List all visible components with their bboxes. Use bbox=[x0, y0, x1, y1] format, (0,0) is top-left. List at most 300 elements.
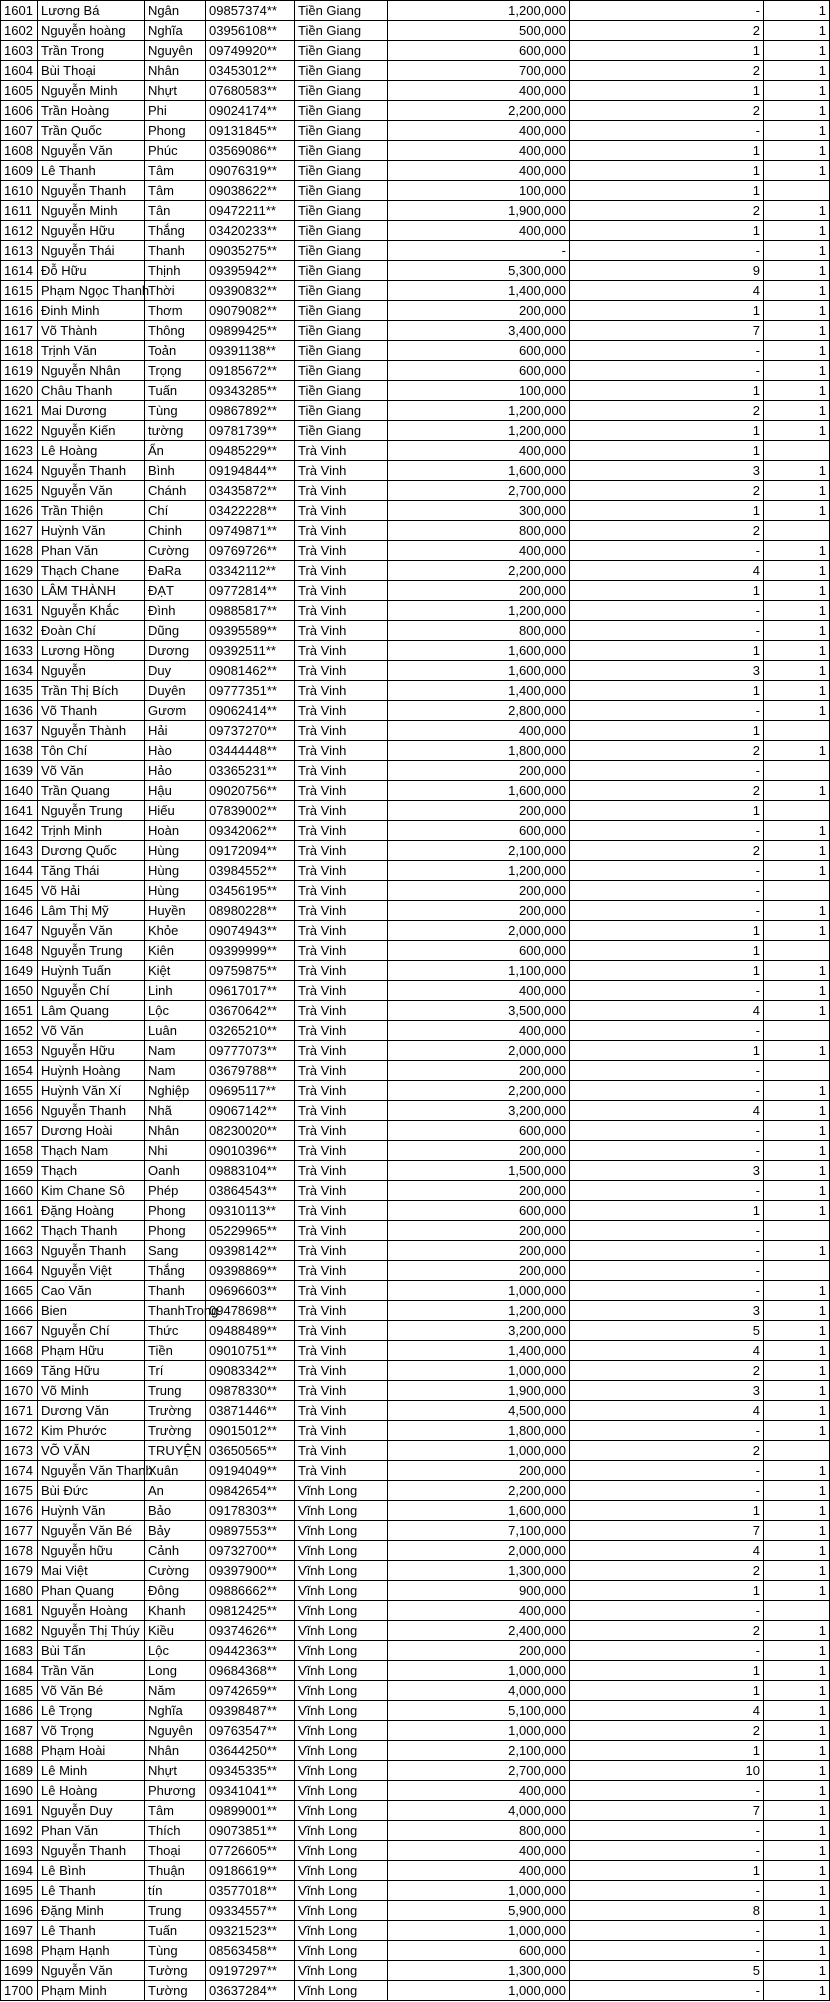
cell-first-name[interactable]: Nhựt bbox=[145, 81, 206, 101]
cell-flag[interactable] bbox=[764, 761, 830, 781]
cell-phone[interactable]: 09398869** bbox=[206, 1261, 295, 1281]
cell-row-number[interactable]: 1654 bbox=[1, 1061, 38, 1081]
cell-province[interactable]: Tiền Giang bbox=[295, 261, 388, 281]
cell-phone[interactable]: 08563458** bbox=[206, 1941, 295, 1961]
cell-amount[interactable]: 400,000 bbox=[388, 161, 570, 181]
cell-quantity[interactable]: - bbox=[570, 1781, 764, 1801]
cell-row-number[interactable]: 1685 bbox=[1, 1681, 38, 1701]
cell-row-number[interactable]: 1700 bbox=[1, 1981, 38, 2001]
cell-quantity[interactable]: - bbox=[570, 861, 764, 881]
cell-amount[interactable]: 900,000 bbox=[388, 1581, 570, 1601]
cell-quantity[interactable]: - bbox=[570, 1881, 764, 1901]
cell-province[interactable]: Vĩnh Long bbox=[295, 1501, 388, 1521]
cell-last-middle-name[interactable]: Nguyễn bbox=[38, 661, 145, 681]
cell-first-name[interactable]: Nghĩa bbox=[145, 21, 206, 41]
cell-quantity[interactable]: - bbox=[570, 1641, 764, 1661]
cell-phone[interactable]: 09010751** bbox=[206, 1341, 295, 1361]
cell-phone[interactable]: 09178303** bbox=[206, 1501, 295, 1521]
cell-row-number[interactable]: 1634 bbox=[1, 661, 38, 681]
cell-quantity[interactable]: - bbox=[570, 1261, 764, 1281]
cell-first-name[interactable]: Nhã bbox=[145, 1101, 206, 1121]
cell-flag[interactable]: 1 bbox=[764, 1741, 830, 1761]
cell-flag[interactable]: 1 bbox=[764, 241, 830, 261]
cell-flag[interactable]: 1 bbox=[764, 1201, 830, 1221]
cell-row-number[interactable]: 1664 bbox=[1, 1261, 38, 1281]
cell-row-number[interactable]: 1626 bbox=[1, 501, 38, 521]
cell-quantity[interactable]: 3 bbox=[570, 1301, 764, 1321]
cell-phone[interactable]: 09695117** bbox=[206, 1081, 295, 1101]
cell-flag[interactable]: 1 bbox=[764, 1721, 830, 1741]
cell-phone[interactable]: 09079082** bbox=[206, 301, 295, 321]
cell-flag[interactable]: 1 bbox=[764, 321, 830, 341]
cell-province[interactable]: Trà Vinh bbox=[295, 601, 388, 621]
cell-phone[interactable]: 03637284** bbox=[206, 1981, 295, 2001]
cell-last-middle-name[interactable]: Lê Minh bbox=[38, 1761, 145, 1781]
cell-province[interactable]: Tiền Giang bbox=[295, 141, 388, 161]
cell-quantity[interactable]: - bbox=[570, 1081, 764, 1101]
cell-first-name[interactable]: Ngân bbox=[145, 1, 206, 21]
cell-first-name[interactable]: An bbox=[145, 1481, 206, 1501]
cell-flag[interactable]: 1 bbox=[764, 1821, 830, 1841]
cell-amount[interactable]: 400,000 bbox=[388, 441, 570, 461]
cell-province[interactable]: Trà Vinh bbox=[295, 561, 388, 581]
cell-province[interactable]: Trà Vinh bbox=[295, 1041, 388, 1061]
cell-amount[interactable]: 200,000 bbox=[388, 581, 570, 601]
cell-amount[interactable]: 700,000 bbox=[388, 61, 570, 81]
cell-flag[interactable]: 1 bbox=[764, 601, 830, 621]
cell-last-middle-name[interactable]: Thạch bbox=[38, 1161, 145, 1181]
cell-province[interactable]: Vĩnh Long bbox=[295, 1761, 388, 1781]
cell-province[interactable]: Trà Vinh bbox=[295, 741, 388, 761]
cell-amount[interactable]: 2,700,000 bbox=[388, 1761, 570, 1781]
cell-amount[interactable]: 200,000 bbox=[388, 901, 570, 921]
cell-flag[interactable] bbox=[764, 1061, 830, 1081]
cell-quantity[interactable]: - bbox=[570, 601, 764, 621]
cell-row-number[interactable]: 1655 bbox=[1, 1081, 38, 1101]
cell-amount[interactable]: 600,000 bbox=[388, 341, 570, 361]
cell-amount[interactable]: 1,600,000 bbox=[388, 461, 570, 481]
cell-last-middle-name[interactable]: Huỳnh Văn bbox=[38, 1501, 145, 1521]
cell-province[interactable]: Trà Vinh bbox=[295, 781, 388, 801]
cell-quantity[interactable]: 1 bbox=[570, 921, 764, 941]
cell-province[interactable]: Vĩnh Long bbox=[295, 1861, 388, 1881]
cell-first-name[interactable]: Nguyên bbox=[145, 1721, 206, 1741]
cell-province[interactable]: Trà Vinh bbox=[295, 801, 388, 821]
cell-flag[interactable]: 1 bbox=[764, 1341, 830, 1361]
cell-quantity[interactable]: 2 bbox=[570, 1621, 764, 1641]
cell-phone[interactable]: 09395942** bbox=[206, 261, 295, 281]
cell-last-middle-name[interactable]: Tăng Hữu bbox=[38, 1361, 145, 1381]
cell-flag[interactable]: 1 bbox=[764, 481, 830, 501]
cell-row-number[interactable]: 1615 bbox=[1, 281, 38, 301]
cell-province[interactable]: Tiền Giang bbox=[295, 241, 388, 261]
cell-quantity[interactable]: - bbox=[570, 1941, 764, 1961]
cell-first-name[interactable]: Oanh bbox=[145, 1161, 206, 1181]
cell-quantity[interactable]: - bbox=[570, 1121, 764, 1141]
cell-last-middle-name[interactable]: Lê Thanh bbox=[38, 161, 145, 181]
cell-province[interactable]: Trà Vinh bbox=[295, 701, 388, 721]
cell-first-name[interactable]: Nguyên bbox=[145, 41, 206, 61]
cell-last-middle-name[interactable]: Nguyễn Văn Bé bbox=[38, 1521, 145, 1541]
cell-province[interactable]: Tiền Giang bbox=[295, 81, 388, 101]
cell-last-middle-name[interactable]: Trịnh Minh bbox=[38, 821, 145, 841]
cell-amount[interactable]: 5,900,000 bbox=[388, 1901, 570, 1921]
cell-flag[interactable]: 1 bbox=[764, 401, 830, 421]
cell-quantity[interactable]: 3 bbox=[570, 661, 764, 681]
cell-first-name[interactable]: Hoàn bbox=[145, 821, 206, 841]
cell-phone[interactable]: 09878330** bbox=[206, 1381, 295, 1401]
cell-first-name[interactable]: Kiên bbox=[145, 941, 206, 961]
cell-amount[interactable]: 1,000,000 bbox=[388, 1921, 570, 1941]
cell-first-name[interactable]: Hào bbox=[145, 741, 206, 761]
cell-province[interactable]: Tiền Giang bbox=[295, 321, 388, 341]
cell-last-middle-name[interactable]: Nguyễn Thanh bbox=[38, 181, 145, 201]
cell-flag[interactable]: 1 bbox=[764, 921, 830, 941]
cell-province[interactable]: Trà Vinh bbox=[295, 1261, 388, 1281]
cell-first-name[interactable]: Nhựt bbox=[145, 1761, 206, 1781]
cell-province[interactable]: Trà Vinh bbox=[295, 581, 388, 601]
cell-phone[interactable]: 03984552** bbox=[206, 861, 295, 881]
cell-flag[interactable]: 1 bbox=[764, 1921, 830, 1941]
cell-last-middle-name[interactable]: Phạm Hữu bbox=[38, 1341, 145, 1361]
cell-flag[interactable]: 1 bbox=[764, 681, 830, 701]
cell-last-middle-name[interactable]: LÂM THÀNH bbox=[38, 581, 145, 601]
cell-phone[interactable]: 03342112** bbox=[206, 561, 295, 581]
cell-phone[interactable]: 03453012** bbox=[206, 61, 295, 81]
cell-phone[interactable]: 09024174** bbox=[206, 101, 295, 121]
cell-phone[interactable]: 09194844** bbox=[206, 461, 295, 481]
cell-row-number[interactable]: 1673 bbox=[1, 1441, 38, 1461]
cell-province[interactable]: Vĩnh Long bbox=[295, 1901, 388, 1921]
cell-amount[interactable]: 200,000 bbox=[388, 1221, 570, 1241]
cell-last-middle-name[interactable]: Nguyễn Văn bbox=[38, 1961, 145, 1981]
cell-quantity[interactable]: 8 bbox=[570, 1901, 764, 1921]
cell-first-name[interactable]: Hải bbox=[145, 721, 206, 741]
cell-province[interactable]: Trà Vinh bbox=[295, 1421, 388, 1441]
cell-quantity[interactable]: 2 bbox=[570, 741, 764, 761]
cell-amount[interactable]: 1,100,000 bbox=[388, 961, 570, 981]
cell-quantity[interactable]: - bbox=[570, 541, 764, 561]
cell-quantity[interactable]: - bbox=[570, 341, 764, 361]
cell-quantity[interactable]: 2 bbox=[570, 61, 764, 81]
cell-phone[interactable]: 09074943** bbox=[206, 921, 295, 941]
cell-phone[interactable]: 09759875** bbox=[206, 961, 295, 981]
cell-amount[interactable]: 400,000 bbox=[388, 221, 570, 241]
cell-flag[interactable]: 1 bbox=[764, 1321, 830, 1341]
cell-amount[interactable]: 2,400,000 bbox=[388, 1621, 570, 1641]
cell-province[interactable]: Trà Vinh bbox=[295, 1241, 388, 1261]
cell-phone[interactable]: 09442363** bbox=[206, 1641, 295, 1661]
cell-last-middle-name[interactable]: Lương Bá bbox=[38, 1, 145, 21]
cell-last-middle-name[interactable]: Tôn Chí bbox=[38, 741, 145, 761]
cell-flag[interactable]: 1 bbox=[764, 1101, 830, 1121]
cell-first-name[interactable]: Tiền bbox=[145, 1341, 206, 1361]
cell-last-middle-name[interactable]: Bùi Thoại bbox=[38, 61, 145, 81]
cell-province[interactable]: Vĩnh Long bbox=[295, 1521, 388, 1541]
cell-row-number[interactable]: 1681 bbox=[1, 1601, 38, 1621]
cell-phone[interactable]: 03422228** bbox=[206, 501, 295, 521]
cell-row-number[interactable]: 1627 bbox=[1, 521, 38, 541]
cell-phone[interactable]: 03265210** bbox=[206, 1021, 295, 1041]
cell-first-name[interactable]: Tâm bbox=[145, 161, 206, 181]
cell-quantity[interactable]: - bbox=[570, 1421, 764, 1441]
cell-first-name[interactable]: Bình bbox=[145, 461, 206, 481]
cell-province[interactable]: Trà Vinh bbox=[295, 1321, 388, 1341]
cell-province[interactable]: Vĩnh Long bbox=[295, 1661, 388, 1681]
cell-amount[interactable]: 5,300,000 bbox=[388, 261, 570, 281]
cell-row-number[interactable]: 1653 bbox=[1, 1041, 38, 1061]
cell-first-name[interactable]: Tân bbox=[145, 201, 206, 221]
cell-row-number[interactable]: 1679 bbox=[1, 1561, 38, 1581]
cell-first-name[interactable]: Thông bbox=[145, 321, 206, 341]
cell-first-name[interactable]: Thời bbox=[145, 281, 206, 301]
cell-province[interactable]: Trà Vinh bbox=[295, 841, 388, 861]
cell-row-number[interactable]: 1612 bbox=[1, 221, 38, 241]
cell-amount[interactable]: 400,000 bbox=[388, 1841, 570, 1861]
cell-first-name[interactable]: Nam bbox=[145, 1041, 206, 1061]
cell-phone[interactable]: 09398142** bbox=[206, 1241, 295, 1261]
cell-last-middle-name[interactable]: Võ Văn bbox=[38, 1021, 145, 1041]
cell-last-middle-name[interactable]: Cao Văn bbox=[38, 1281, 145, 1301]
cell-row-number[interactable]: 1601 bbox=[1, 1, 38, 21]
cell-row-number[interactable]: 1686 bbox=[1, 1701, 38, 1721]
cell-province[interactable]: Tiền Giang bbox=[295, 41, 388, 61]
cell-flag[interactable]: 1 bbox=[764, 1501, 830, 1521]
cell-amount[interactable]: 2,700,000 bbox=[388, 481, 570, 501]
cell-province[interactable]: Trà Vinh bbox=[295, 1201, 388, 1221]
cell-phone[interactable]: 09131845** bbox=[206, 121, 295, 141]
cell-phone[interactable]: 07839002** bbox=[206, 801, 295, 821]
cell-flag[interactable]: 1 bbox=[764, 1861, 830, 1881]
cell-first-name[interactable]: Phi bbox=[145, 101, 206, 121]
cell-first-name[interactable]: Nhân bbox=[145, 1741, 206, 1761]
cell-province[interactable]: Trà Vinh bbox=[295, 461, 388, 481]
cell-quantity[interactable]: 2 bbox=[570, 1441, 764, 1461]
cell-amount[interactable]: 400,000 bbox=[388, 1021, 570, 1041]
cell-flag[interactable]: 1 bbox=[764, 341, 830, 361]
cell-amount[interactable]: 3,400,000 bbox=[388, 321, 570, 341]
cell-row-number[interactable]: 1633 bbox=[1, 641, 38, 661]
cell-row-number[interactable]: 1645 bbox=[1, 881, 38, 901]
cell-amount[interactable]: 1,200,000 bbox=[388, 601, 570, 621]
cell-flag[interactable]: 1 bbox=[764, 221, 830, 241]
cell-first-name[interactable]: Phương bbox=[145, 1781, 206, 1801]
cell-quantity[interactable]: - bbox=[570, 1221, 764, 1241]
cell-row-number[interactable]: 1651 bbox=[1, 1001, 38, 1021]
cell-first-name[interactable]: Phép bbox=[145, 1181, 206, 1201]
cell-flag[interactable]: 1 bbox=[764, 821, 830, 841]
cell-quantity[interactable]: - bbox=[570, 1141, 764, 1161]
cell-last-middle-name[interactable]: Phan Văn bbox=[38, 541, 145, 561]
cell-first-name[interactable]: Kiệt bbox=[145, 961, 206, 981]
cell-province[interactable]: Tiền Giang bbox=[295, 101, 388, 121]
cell-last-middle-name[interactable]: Lâm Quang bbox=[38, 1001, 145, 1021]
cell-phone[interactable]: 09886662** bbox=[206, 1581, 295, 1601]
cell-phone[interactable]: 09617017** bbox=[206, 981, 295, 1001]
cell-flag[interactable]: 1 bbox=[764, 1641, 830, 1661]
cell-quantity[interactable]: 1 bbox=[570, 721, 764, 741]
cell-flag[interactable] bbox=[764, 1441, 830, 1461]
cell-row-number[interactable]: 1611 bbox=[1, 201, 38, 221]
cell-phone[interactable]: 03577018** bbox=[206, 1881, 295, 1901]
cell-row-number[interactable]: 1682 bbox=[1, 1621, 38, 1641]
cell-last-middle-name[interactable]: Dương Văn bbox=[38, 1401, 145, 1421]
cell-province[interactable]: Trà Vinh bbox=[295, 1061, 388, 1081]
cell-amount[interactable]: 1,500,000 bbox=[388, 1161, 570, 1181]
cell-amount[interactable]: 5,100,000 bbox=[388, 1701, 570, 1721]
cell-phone[interactable]: 03670642** bbox=[206, 1001, 295, 1021]
cell-flag[interactable]: 1 bbox=[764, 161, 830, 181]
cell-first-name[interactable]: Nhi bbox=[145, 1141, 206, 1161]
cell-province[interactable]: Trà Vinh bbox=[295, 1141, 388, 1161]
cell-flag[interactable]: 1 bbox=[764, 1781, 830, 1801]
cell-last-middle-name[interactable]: Phan Quang bbox=[38, 1581, 145, 1601]
cell-row-number[interactable]: 1619 bbox=[1, 361, 38, 381]
cell-phone[interactable]: 09478698** bbox=[206, 1301, 295, 1321]
cell-province[interactable]: Tiền Giang bbox=[295, 181, 388, 201]
cell-quantity[interactable]: - bbox=[570, 761, 764, 781]
cell-flag[interactable]: 1 bbox=[764, 141, 830, 161]
cell-last-middle-name[interactable]: Võ Văn bbox=[38, 761, 145, 781]
cell-quantity[interactable]: 1 bbox=[570, 161, 764, 181]
cell-first-name[interactable]: Phong bbox=[145, 1201, 206, 1221]
cell-amount[interactable]: 400,000 bbox=[388, 981, 570, 1001]
cell-first-name[interactable]: Chinh bbox=[145, 521, 206, 541]
cell-quantity[interactable]: 4 bbox=[570, 1341, 764, 1361]
cell-first-name[interactable]: Phong bbox=[145, 121, 206, 141]
cell-quantity[interactable]: - bbox=[570, 1061, 764, 1081]
cell-province[interactable]: Trà Vinh bbox=[295, 1281, 388, 1301]
cell-flag[interactable]: 1 bbox=[764, 1541, 830, 1561]
cell-row-number[interactable]: 1628 bbox=[1, 541, 38, 561]
cell-quantity[interactable]: 1 bbox=[570, 1501, 764, 1521]
cell-quantity[interactable]: - bbox=[570, 701, 764, 721]
cell-province[interactable]: Vĩnh Long bbox=[295, 1541, 388, 1561]
cell-last-middle-name[interactable]: Võ Thanh bbox=[38, 701, 145, 721]
cell-row-number[interactable]: 1637 bbox=[1, 721, 38, 741]
cell-row-number[interactable]: 1694 bbox=[1, 1861, 38, 1881]
cell-last-middle-name[interactable]: Nguyễn Chí bbox=[38, 981, 145, 1001]
cell-province[interactable]: Vĩnh Long bbox=[295, 1701, 388, 1721]
cell-flag[interactable]: 1 bbox=[764, 1981, 830, 2001]
cell-phone[interactable]: 09897553** bbox=[206, 1521, 295, 1541]
cell-flag[interactable]: 1 bbox=[764, 1361, 830, 1381]
cell-amount[interactable]: 2,100,000 bbox=[388, 1741, 570, 1761]
cell-amount[interactable]: 200,000 bbox=[388, 1181, 570, 1201]
cell-last-middle-name[interactable]: Nguyễn Duy bbox=[38, 1801, 145, 1821]
cell-province[interactable]: Tiền Giang bbox=[295, 161, 388, 181]
cell-last-middle-name[interactable]: Nguyễn Nhân bbox=[38, 361, 145, 381]
cell-first-name[interactable]: Phúc bbox=[145, 141, 206, 161]
cell-first-name[interactable]: Thơm bbox=[145, 301, 206, 321]
cell-phone[interactable]: 03644250** bbox=[206, 1741, 295, 1761]
cell-first-name[interactable]: Thoại bbox=[145, 1841, 206, 1861]
cell-flag[interactable] bbox=[764, 1601, 830, 1621]
cell-amount[interactable]: 600,000 bbox=[388, 1121, 570, 1141]
cell-phone[interactable]: 09488489** bbox=[206, 1321, 295, 1341]
cell-province[interactable]: Vĩnh Long bbox=[295, 1561, 388, 1581]
cell-row-number[interactable]: 1629 bbox=[1, 561, 38, 581]
cell-first-name[interactable]: Bảo bbox=[145, 1501, 206, 1521]
cell-quantity[interactable]: - bbox=[570, 1921, 764, 1941]
cell-amount[interactable]: 200,000 bbox=[388, 1461, 570, 1481]
cell-first-name[interactable]: Nghiệp bbox=[145, 1081, 206, 1101]
cell-amount[interactable]: 1,000,000 bbox=[388, 1981, 570, 2001]
cell-province[interactable]: Vĩnh Long bbox=[295, 1841, 388, 1861]
cell-quantity[interactable]: 2 bbox=[570, 481, 764, 501]
cell-phone[interactable]: 09035275** bbox=[206, 241, 295, 261]
cell-first-name[interactable]: Tường bbox=[145, 1981, 206, 2001]
cell-row-number[interactable]: 1683 bbox=[1, 1641, 38, 1661]
cell-phone[interactable]: 03365231** bbox=[206, 761, 295, 781]
cell-flag[interactable]: 1 bbox=[764, 21, 830, 41]
cell-quantity[interactable]: - bbox=[570, 881, 764, 901]
cell-row-number[interactable]: 1697 bbox=[1, 1921, 38, 1941]
cell-amount[interactable]: 1,000,000 bbox=[388, 1881, 570, 1901]
cell-amount[interactable]: 1,600,000 bbox=[388, 661, 570, 681]
cell-quantity[interactable]: 1 bbox=[570, 1741, 764, 1761]
cell-quantity[interactable]: - bbox=[570, 1241, 764, 1261]
cell-phone[interactable]: 09076319** bbox=[206, 161, 295, 181]
cell-first-name[interactable]: Thức bbox=[145, 1321, 206, 1341]
cell-phone[interactable]: 03650565** bbox=[206, 1441, 295, 1461]
cell-amount[interactable]: 1,900,000 bbox=[388, 1381, 570, 1401]
cell-quantity[interactable]: 1 bbox=[570, 141, 764, 161]
cell-province[interactable]: Trà Vinh bbox=[295, 681, 388, 701]
cell-phone[interactable]: 09194049** bbox=[206, 1461, 295, 1481]
cell-last-middle-name[interactable]: Phạm Ngọc Thanh bbox=[38, 281, 145, 301]
cell-last-middle-name[interactable]: Huỳnh Hoàng bbox=[38, 1061, 145, 1081]
cell-row-number[interactable]: 1643 bbox=[1, 841, 38, 861]
cell-amount[interactable]: 4,500,000 bbox=[388, 1401, 570, 1421]
cell-phone[interactable]: 09732700** bbox=[206, 1541, 295, 1561]
cell-first-name[interactable]: Thắng bbox=[145, 1261, 206, 1281]
cell-last-middle-name[interactable]: Nguyễn Thị Thúy bbox=[38, 1621, 145, 1641]
cell-province[interactable]: Tiền Giang bbox=[295, 421, 388, 441]
cell-row-number[interactable]: 1607 bbox=[1, 121, 38, 141]
cell-phone[interactable]: 09345335** bbox=[206, 1761, 295, 1781]
cell-last-middle-name[interactable]: Lê Trọng bbox=[38, 1701, 145, 1721]
cell-amount[interactable]: - bbox=[388, 241, 570, 261]
cell-quantity[interactable]: 7 bbox=[570, 1521, 764, 1541]
cell-last-middle-name[interactable]: Võ Minh bbox=[38, 1381, 145, 1401]
cell-last-middle-name[interactable]: Nguyễn Minh bbox=[38, 201, 145, 221]
cell-row-number[interactable]: 1678 bbox=[1, 1541, 38, 1561]
cell-quantity[interactable]: - bbox=[570, 1281, 764, 1301]
cell-province[interactable]: Trà Vinh bbox=[295, 881, 388, 901]
cell-quantity[interactable]: - bbox=[570, 981, 764, 1001]
cell-flag[interactable]: 1 bbox=[764, 421, 830, 441]
cell-last-middle-name[interactable]: Đinh Minh bbox=[38, 301, 145, 321]
cell-quantity[interactable]: 1 bbox=[570, 1581, 764, 1601]
cell-first-name[interactable]: Tuấn bbox=[145, 381, 206, 401]
cell-row-number[interactable]: 1666 bbox=[1, 1301, 38, 1321]
cell-phone[interactable]: 09067142** bbox=[206, 1101, 295, 1121]
cell-province[interactable]: Vĩnh Long bbox=[295, 1981, 388, 2001]
cell-quantity[interactable]: 2 bbox=[570, 1721, 764, 1741]
cell-last-middle-name[interactable]: Nguyễn Hữu bbox=[38, 221, 145, 241]
cell-first-name[interactable]: Duyên bbox=[145, 681, 206, 701]
cell-amount[interactable]: 1,000,000 bbox=[388, 1661, 570, 1681]
cell-amount[interactable]: 300,000 bbox=[388, 501, 570, 521]
cell-quantity[interactable]: - bbox=[570, 121, 764, 141]
cell-quantity[interactable]: 1 bbox=[570, 421, 764, 441]
cell-amount[interactable]: 1,400,000 bbox=[388, 1341, 570, 1361]
cell-quantity[interactable]: - bbox=[570, 901, 764, 921]
cell-first-name[interactable]: Sang bbox=[145, 1241, 206, 1261]
cell-phone[interactable]: 09883104** bbox=[206, 1161, 295, 1181]
cell-row-number[interactable]: 1632 bbox=[1, 621, 38, 641]
